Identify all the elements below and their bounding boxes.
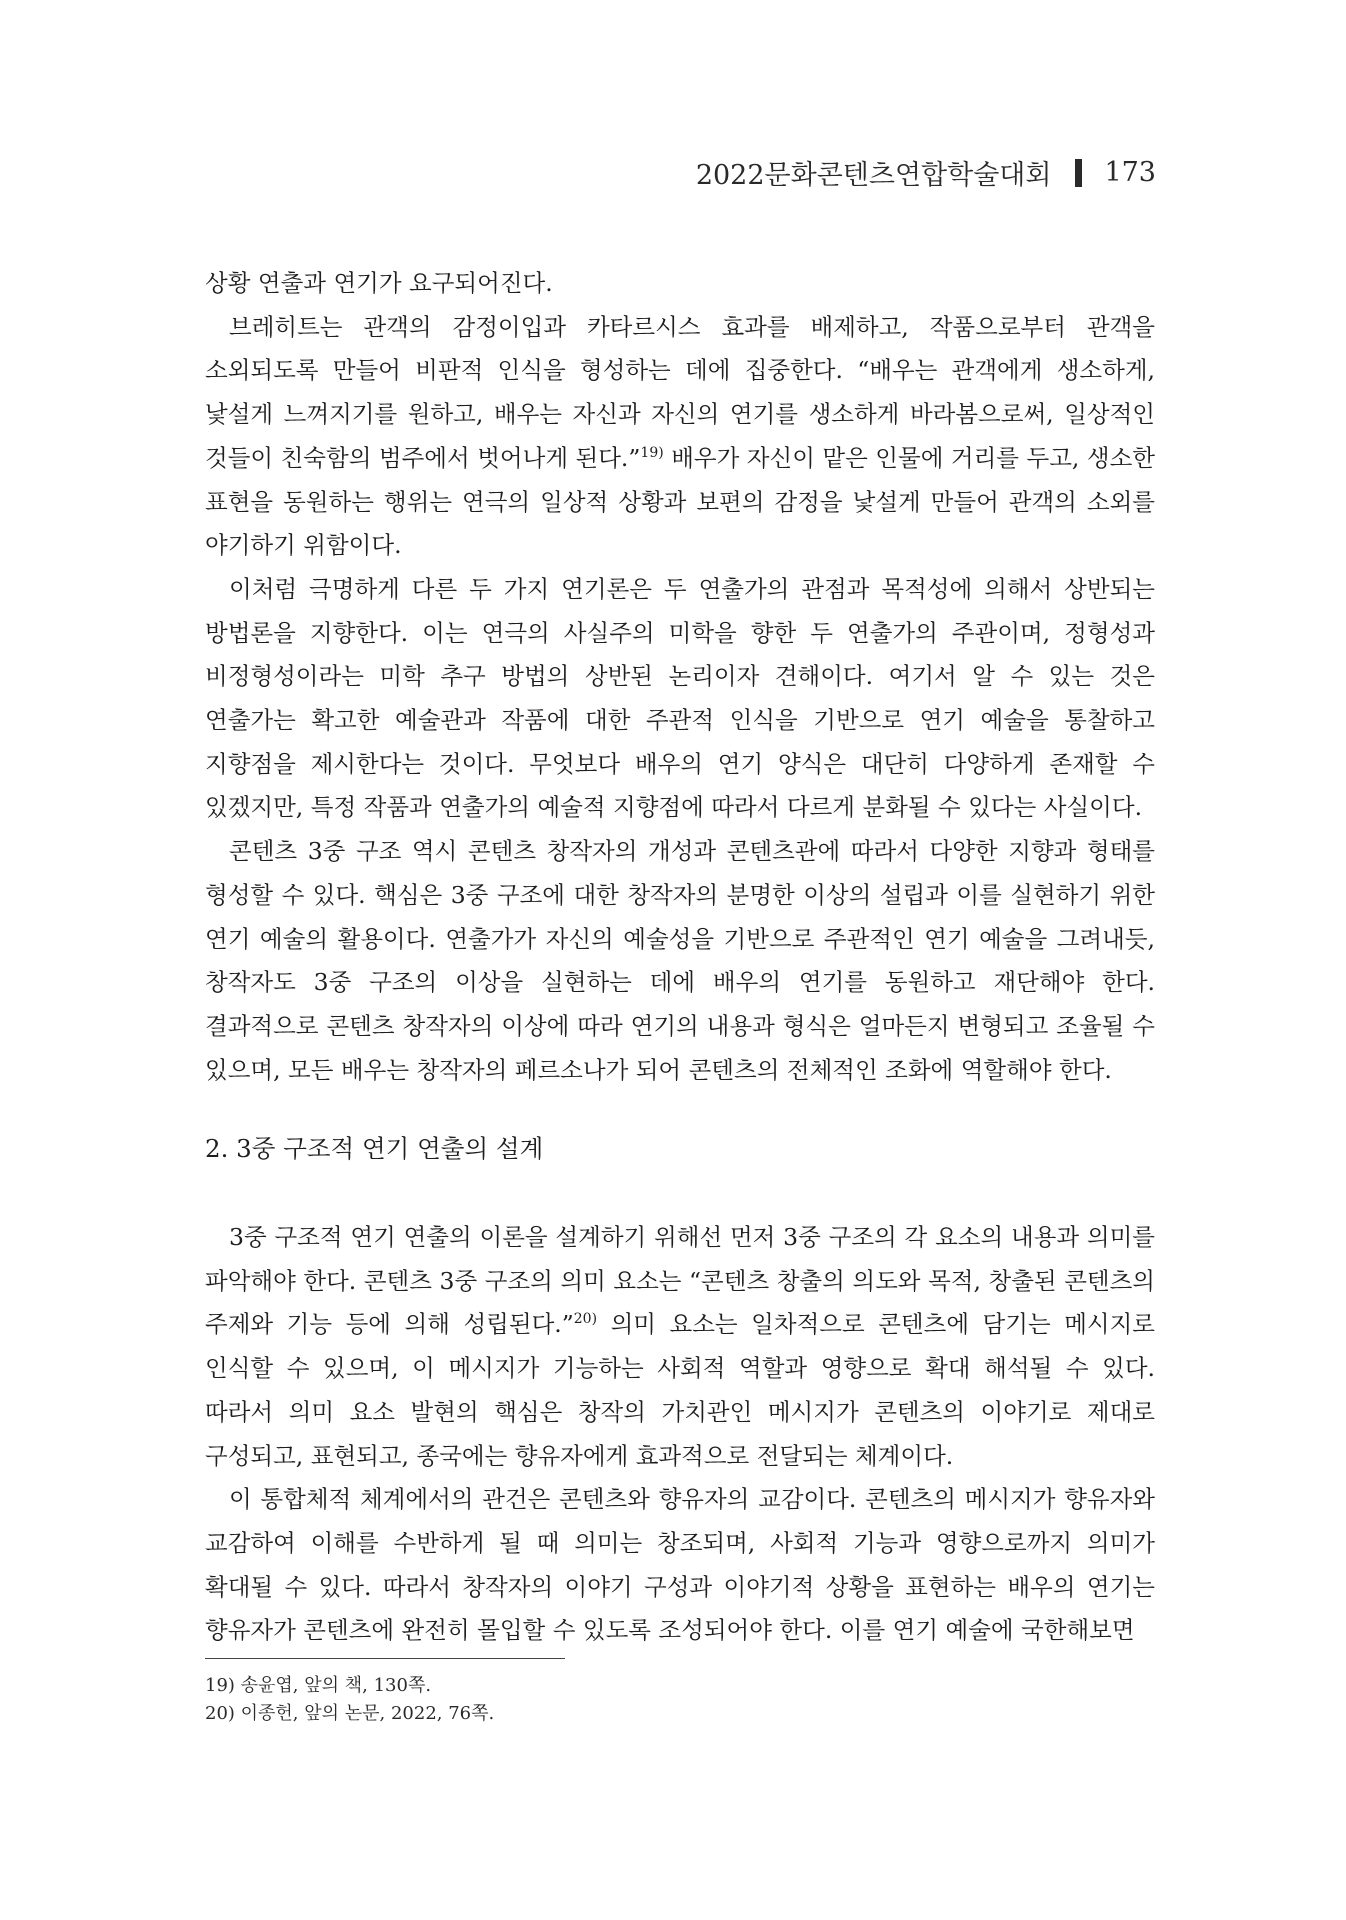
paragraph-continuation: 상황 연출과 연기가 요구되어진다. xyxy=(205,269,553,297)
journal-title: 2022문화콘텐츠연합학술대회 xyxy=(695,160,1052,191)
footnote-divider xyxy=(205,1658,565,1659)
footnote-19: 19) 송윤엽, 앞의 책, 130쪽. xyxy=(205,1675,432,1696)
paragraph-design xyxy=(205,1216,1155,1478)
paragraph-content-structure: 콘텐츠 3중 구조 역시 콘텐츠 창작자의 개성과 콘텐츠관에 따라서 다양한 지향과 형태를 형성할 수 있다. 핵심은 3중 구조에 대한 창작자의 분명한 이상의 설립과 이를 실현하기 위한 연기 예술의 활용이다. 연출가가 자신의 예술성을 기반으로 주관적인 연기 예술을 그려내듯, 창작자도 3중 구조의 이상을 실현하는 데에 배우의 연기를 동원하고 재단해야 한다. 결과적으로 콘텐츠 창작자의 이상에 따라 연기의 내용과 형식은 얼마든지 변형되고 조율될 수 있으며, 모든 배우는 창작자의 페르소나가 되어 콘텐츠의 전체적인 조화에 역할해야 한다. xyxy=(205,837,1155,1084)
paragraph-brecht-text-a: 브레히트는 관객의 감정이입과 카타르시스 효과를 배제하고, 작품으로부터 관객을 소외되도록 만들어 비판적 인식을 형성하는 데에 집중한다. “배우는 관객에게 생소하게, 낯설게 느껴지기를 원하고, 배우는 자신과 자신의 연기를 생소하게 바라봄으로써, 일상적인 것들이 친숙함의 범주에서 벗어나게 된다.” xyxy=(205,312,1155,472)
footnotes xyxy=(205,1658,565,1728)
footnote-20: 20) 이종헌, 앞의 논문, 2022, 76쪽. xyxy=(205,1703,495,1724)
running-header xyxy=(696,153,1156,192)
footnote-ref-19[interactable]: 19) xyxy=(640,444,664,461)
paragraph-design-text-b: 의미 요소는 일차적으로 콘텐츠에 담기는 메시지로 인식할 수 있으며, 이 메시지가 기능하는 사회적 역할과 영향으로 확대 해석될 수 있다. 따라서 의미 요소 발현의 핵심은 창작의 가치관인 메시지가 콘텐츠의 이야기로 제대로 구성되고, 표현되고, 종국에는 향유자에게 효과적으로 전달되는 체계이다. xyxy=(205,1310,1155,1470)
header-separator xyxy=(1075,159,1082,187)
page-number: 173 xyxy=(1104,157,1156,188)
paragraph-integration: 이 통합체적 체계에서의 관건은 콘텐츠와 향유자의 교감이다. 콘텐츠의 메시지가 향유자와 교감하여 이해를 수반하게 될 때 의미는 창조되며, 사회적 기능과 영향으로까지 의미가 확대될 수 있다. 따라서 창작자의 이야기 구성과 이야기적 상황을 표현하는 배우의 연기는 향유자가 콘텐츠에 완전히 몰입할 수 있도록 조성되어야 한다. 이를 연기 예술에 국한해보면 xyxy=(205,1485,1155,1645)
footnote-ref-20[interactable]: 20) xyxy=(573,1311,598,1328)
paragraph-acting-theories: 이처럼 극명하게 다른 두 가지 연기론은 두 연출가의 관점과 목적성에 의해서 상반되는 방법론을 지향한다. 이는 연극의 사실주의 미학을 향한 두 연출가의 주관이며, 정형성과 비정형성이라는 미학 추구 방법의 상반된 논리이자 견해이다. 여기서 알 수 있는 것은 연출가는 확고한 예술관과 작품에 대한 주관적 인식을 기반으로 연기 예술을 통찰하고 지향점을 제시한다는 것이다. 무엇보다 배우의 연기 양식은 대단히 다양하게 존재할 수 있겠지만, 특정 작품과 연출가의 예술적 지향점에 따라서 다르게 분화될 수 있다는 사실이다. xyxy=(205,574,1155,822)
paragraph-brecht-text-b: 배우가 자신이 맡은 인물에 거리를 두고, 생소한 표현을 동원하는 행위는 연극의 일상적 상황과 보편의 감정을 낯설게 만들어 관객의 소외를 야기하기 위함이다. xyxy=(205,443,1155,560)
paragraph-design-text-a: 3중 구조적 연기 연출의 이론을 설계하기 위해선 먼저 3중 구조의 각 요소의 내용과 의미를 파악해야 한다. 콘텐츠 3중 구조의 의미 요소는 “콘텐츠 창출의 의도와 목적, 창출된 콘텐츠의 주제와 기능 등에 의해 성립된다.” xyxy=(205,1223,1155,1339)
section-heading: 2. 3중 구조적 연기 연출의 설계 xyxy=(205,1134,544,1164)
body-text xyxy=(205,262,1155,1653)
paragraph-brecht xyxy=(205,306,1155,568)
